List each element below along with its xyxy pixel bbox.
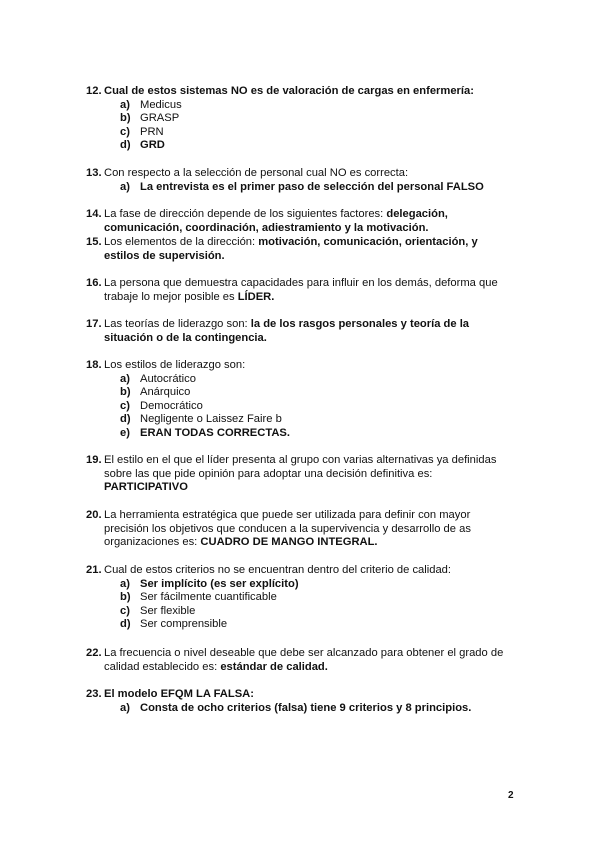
question-text: La persona que demuestra capacidades para influir en los demás, deforma que trabaje lo mejor posible es LÍDER. [104,277,498,303]
question-18 [86,359,506,441]
question-number: 15. [86,236,102,248]
question-number: 14. [86,208,102,220]
option-b: b) Anárquico [120,386,191,399]
option-c: c) Ser flexible [120,604,196,617]
options-list [120,99,506,153]
question-text: La frecuencia o nivel deseable que debe ser alcanzado para obtener el grado de calidad establecido es: estándar de calidad. [104,647,504,673]
question-number: 20. [86,509,102,521]
question-text: Cual de estos sistemas NO es de valoración de cargas en enfermería: [104,85,474,97]
question-number: 23. [86,688,102,700]
question-number: 12. [86,85,102,97]
option-d: d) Ser comprensible [120,618,228,631]
option-d: d) Negligente o Laissez Faire b [120,413,282,426]
answer-text: CUADRO DE MANGO INTEGRAL. [200,536,378,549]
options-list [120,578,506,632]
question-text: El estilo en el que el líder presenta al grupo con varias alternativas ya definidas sobre las que pide opinión para adoptar una decisión definitiva es: [104,454,497,480]
page-number: 2 [508,790,514,801]
option-e: e) ERAN TODAS CORRECTAS. [120,426,291,439]
option-b: b) GRASP [120,112,180,125]
question-text: Con respecto a la selección de personal cual NO es correcta: [104,167,409,179]
option-a: a) Consta de ocho criterios (falsa) tiene 9 criterios y 8 principios. [120,701,472,714]
option-c: c) Democrático [120,399,203,412]
question-14 [86,208,506,235]
answer-text: delegación, comunicación, coordinación, adiestramiento y la motivación. [104,208,448,234]
question-number: 18. [86,359,102,371]
answer-text: motivación, comunicación, orientación, y estilos de supervisión. [104,236,478,262]
question-20 [86,509,506,550]
question-text: El modelo EFQM LA FALSA: [104,688,254,700]
question-number: 17. [86,318,102,330]
options-list [120,181,506,195]
answer-text: PARTICIPATIVO [104,481,188,494]
question-21 [86,564,506,632]
question-23 [86,688,506,715]
answer-text: la de los rasgos personales y teoría de la situación o de la contingencia. [104,318,470,344]
question-number: 19. [86,454,102,466]
option-b: b) Ser fácilmente cuantificable [120,591,277,604]
question-text: La fase de dirección depende de los siguientes factores: delegación, comunicación, coordinación, adiestramiento y la motivación. [104,208,448,234]
question-19 [86,454,506,495]
question-number: 22. [86,647,102,659]
question-number: 13. [86,167,102,179]
option-a: a) Medicus [120,98,182,111]
answer-text: LÍDER. [237,290,275,303]
question-number: 21. [86,564,102,576]
question-text: La herramienta estratégica que puede ser utilizada para definir con mayor precisión los objetivos que conducen a la supervivencia y desarrollo de as organizaciones es: CUADRO DE MANGO INTEGRAL. [104,509,471,549]
question-22 [86,647,506,674]
option-a: a) La entrevista es el primer paso de selección del personal FALSO [120,180,484,193]
question-17 [86,318,506,345]
question-text: Los elementos de la dirección: motivación, comunicación, orientación, y estilos de supervisión. [104,236,478,262]
question-13 [86,167,506,194]
option-a: a) Ser implícito (es ser explícito) [120,577,299,590]
option-c: c) PRN [120,125,164,138]
question-text: Cual de estos criterios no se encuentran dentro del criterio de calidad: [104,564,452,576]
question-15 [86,236,506,263]
question-12 [86,85,506,153]
question-text: Los estilos de liderazgo son: [104,359,246,371]
options-list [120,373,506,441]
option-d: d) GRD [120,139,165,152]
question-text: Las teorías de liderazgo son: la de los rasgos personales y teoría de la situación o de la contingencia. [104,318,470,344]
option-a: a) Autocrático [120,372,196,385]
answer-text: estándar de calidad. [220,660,328,673]
question-number: 16. [86,277,102,289]
options-list [120,702,506,716]
question-16 [86,277,506,304]
